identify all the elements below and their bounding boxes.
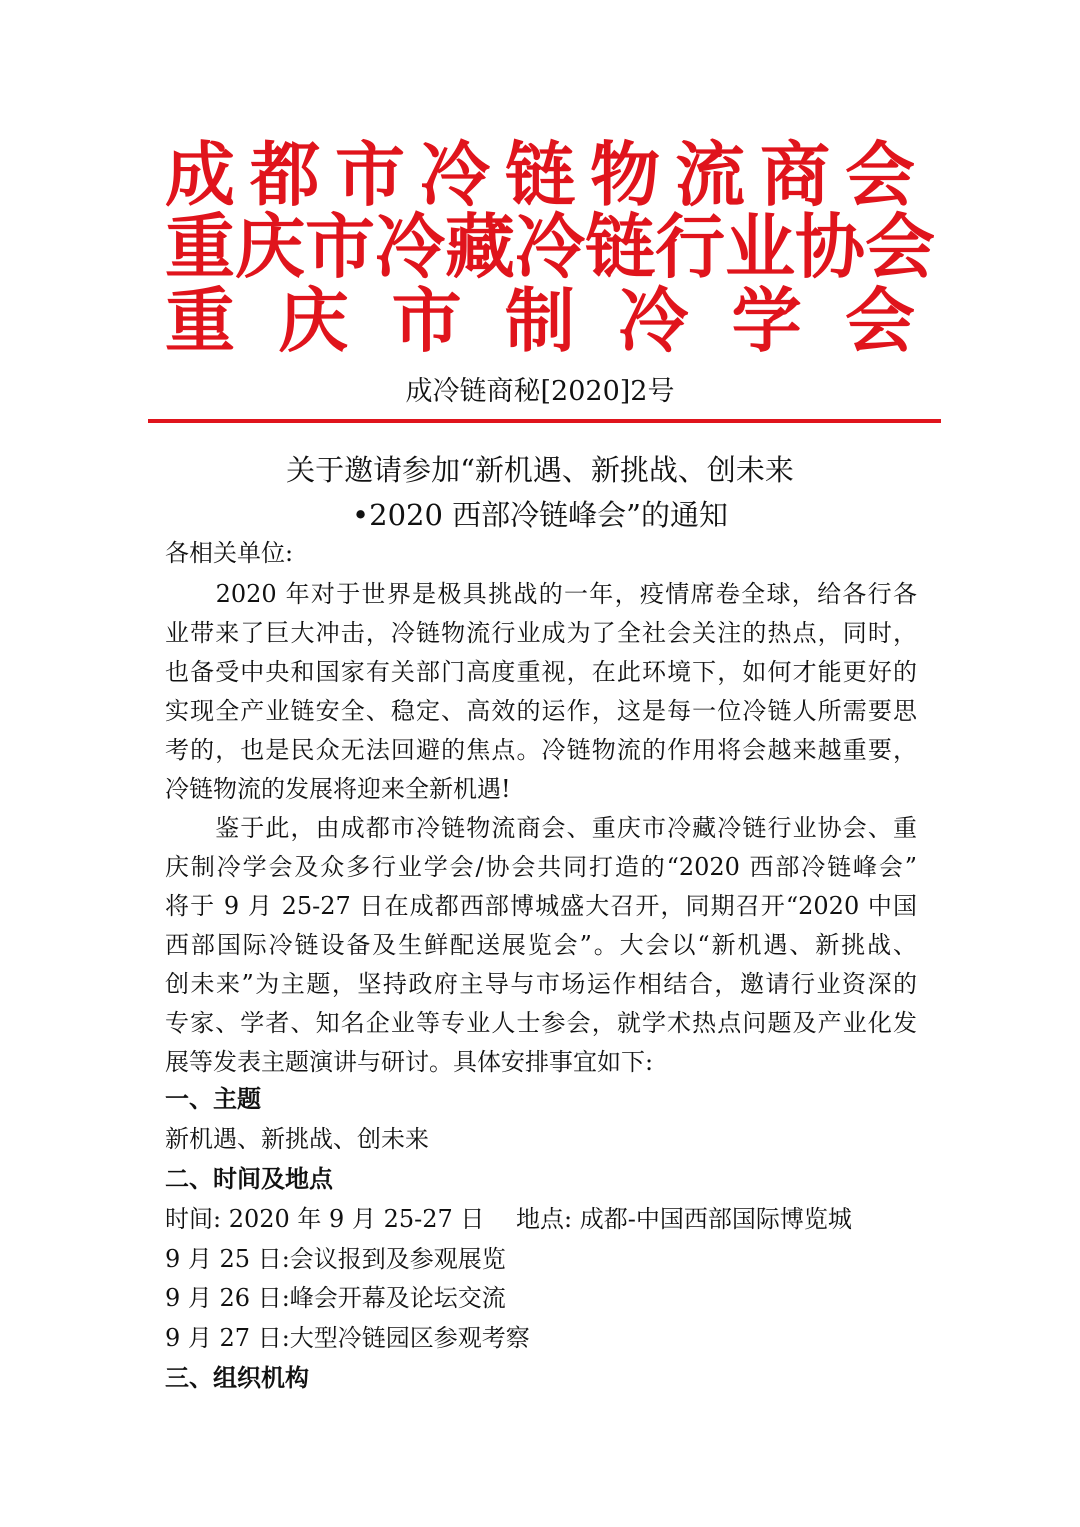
paragraph-1-line: 考的，也是民众无法回避的焦点。冷链物流的作用将会越来越重要， (165, 736, 917, 764)
paragraph-2-line: 将于 9 月 25-27 日在成都西部博城盛大召开，同期召开“2020 中国 (165, 892, 917, 920)
issuer-name-char: 冷 (618, 279, 689, 362)
section-1-heading: 一、主题 (165, 1084, 261, 1113)
section-3-heading: 三、组织机构 (165, 1363, 309, 1392)
issuer-name-char: 协 (795, 205, 865, 288)
paragraph-2-line: 专家、学者、知名企业等专业人士参会，就学术热点问题及产业化发 (165, 1009, 917, 1037)
issuer-name-char: 市 (305, 205, 375, 288)
paragraph-2-line: 展等发表主题演讲与研讨。具体安排事宜如下: (165, 1048, 654, 1076)
issuer-name-char: 学 (731, 279, 802, 362)
issuer-name-chongqing-cold-storage-association (165, 205, 935, 288)
issuer-name-char: 重 (165, 205, 235, 288)
paragraph-1-line: 实现全产业链安全、稳定、高效的运作，这是每一位冷链人所需要思 (165, 697, 917, 725)
red-header-rule (148, 419, 941, 423)
issuer-name-char: 物 (590, 133, 660, 216)
issuer-name-char: 会 (865, 205, 935, 288)
section-1-theme: 新机遇、新挑战、创未来 (165, 1125, 429, 1153)
paragraph-1-line: 冷链物流的发展将迎来全新机遇! (165, 775, 511, 803)
section-2-heading: 二、时间及地点 (165, 1164, 333, 1193)
issuer-name-char: 冷 (375, 205, 445, 288)
issuer-name-char: 庆 (235, 205, 305, 288)
paragraph-2-line: 创未来”为主题，坚持政府主导与市场运作相结合，邀请行业资深的 (165, 970, 917, 998)
issuer-name-char: 市 (391, 279, 462, 362)
notice-title-line-1: 关于邀请参加“新机遇、新挑战、创未来 (286, 453, 794, 487)
issuer-name-char: 冷 (515, 205, 585, 288)
issuer-name-char: 制 (504, 279, 575, 362)
issuer-name-char: 行 (655, 205, 725, 288)
issuer-name-char: 市 (335, 133, 405, 216)
paragraph-2-line: 西部国际冷链设备及生鲜配送展览会”。大会以“新机遇、新挑战、 (165, 931, 917, 959)
issuer-name-char: 业 (725, 205, 795, 288)
issuer-name-char: 庆 (278, 279, 349, 362)
issuer-name-char: 链 (585, 205, 655, 288)
paragraph-1-line: 也备受中央和国家有关部门高度重视，在此环境下，如何才能更好的 (165, 658, 917, 686)
issuer-name-char: 链 (505, 133, 575, 216)
issuer-name-char: 藏 (445, 205, 515, 288)
paragraph-2-line: 鉴于此，由成都市冷链物流商会、重庆市冷藏冷链行业协会、重 (165, 814, 917, 842)
issuer-name-char: 冷 (420, 133, 490, 216)
schedule-item: 9 月 26 日:峰会开幕及论坛交流 (165, 1284, 506, 1312)
issuer-name-chongqing-refrigeration-society (165, 279, 915, 362)
schedule-item: 9 月 27 日:大型冷链园区参观考察 (165, 1324, 530, 1352)
issuer-name-char: 成 (165, 133, 235, 216)
paragraph-1-line: 2020 年对于世界是极具挑战的一年，疫情席卷全球，给各行各 (165, 580, 917, 608)
paragraph-2-line: 庆制冷学会及众多行业学会/协会共同打造的“2020 西部冷链峰会” (165, 853, 917, 881)
notice-title-line-2: •2020 西部冷链峰会”的通知 (352, 498, 728, 532)
issuer-name-char: 重 (165, 279, 235, 362)
issuer-name-char: 都 (250, 133, 320, 216)
issuer-name-chengdu-cold-chain-chamber (165, 133, 915, 216)
salutation: 各相关单位: (165, 539, 294, 567)
schedule-item: 9 月 25 日:会议报到及参观展览 (165, 1245, 506, 1273)
document-number: 成冷链商秘[2020]2号 (405, 376, 675, 407)
time-and-location: 时间: 2020 年 9 月 25-27 日 地点: 成都-中国西部国际博览城 (165, 1205, 852, 1233)
issuer-name-char: 会 (845, 133, 915, 216)
issuer-name-char: 商 (760, 133, 830, 216)
issuer-name-char: 会 (844, 279, 915, 362)
paragraph-1-line: 业带来了巨大冲击，冷链物流行业成为了全社会关注的热点，同时， (165, 619, 917, 647)
issuer-name-char: 流 (675, 133, 745, 216)
